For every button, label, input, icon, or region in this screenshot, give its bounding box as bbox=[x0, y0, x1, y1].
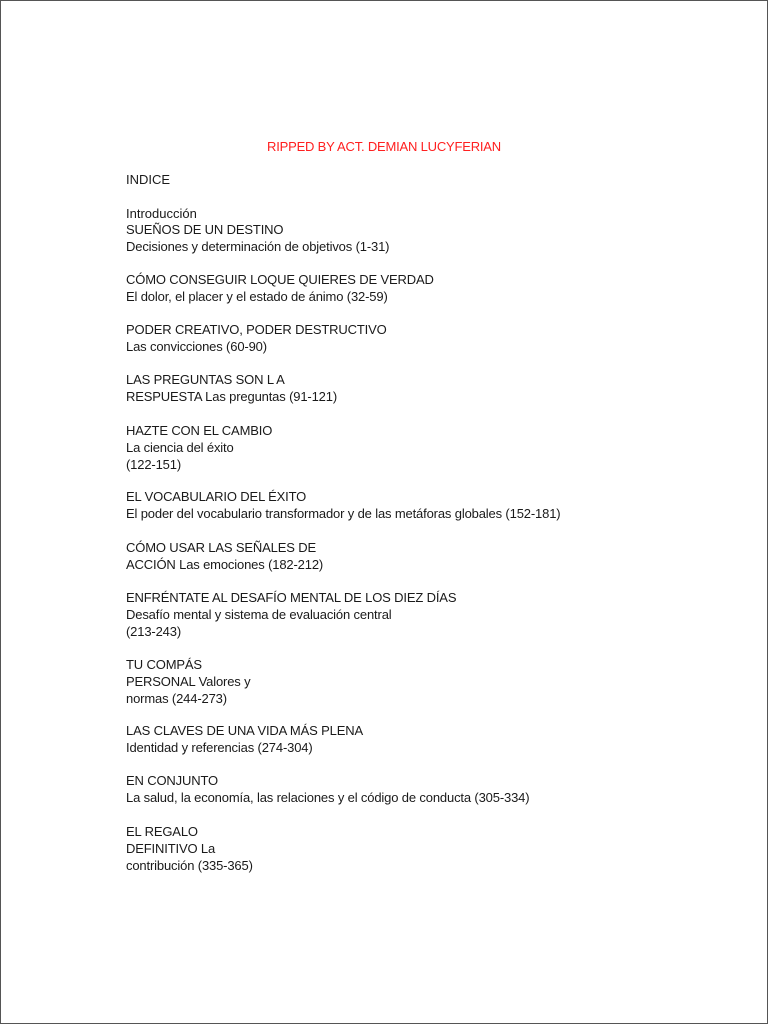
index-title: INDICE bbox=[126, 172, 171, 187]
toc-entry-line: PERSONAL Valores y bbox=[126, 673, 251, 689]
toc-entry-line: DEFINITIVO La bbox=[126, 840, 216, 856]
toc-entry-title: EL REGALO bbox=[126, 824, 198, 839]
toc-entry-line: RESPUESTA Las preguntas (91-121) bbox=[126, 388, 338, 404]
toc-entry-line: Identidad y referencias (274-304) bbox=[126, 739, 313, 755]
toc-entry-line: Desafío mental y sistema de evaluación central bbox=[126, 606, 392, 622]
toc-entry-line: Las convicciones (60-90) bbox=[126, 338, 267, 354]
toc-entry-title: HAZTE CON EL CAMBIO bbox=[126, 423, 273, 438]
intro-entry: Introducción bbox=[126, 206, 197, 221]
toc-entry-line: El dolor, el placer y el estado de ánimo (32-59) bbox=[126, 288, 388, 304]
toc-entry-line: ACCIÓN Las emociones (182-212) bbox=[126, 556, 324, 572]
toc-entry-line: normas (244-273) bbox=[126, 690, 227, 706]
toc-entry-line: (213-243) bbox=[126, 623, 182, 639]
toc-entry-title: CÓMO USAR LAS SEÑALES DE bbox=[126, 540, 317, 555]
toc-entry-title: ENFRÉNTATE AL DESAFÍO MENTAL DE LOS DIEZ DÍAS bbox=[126, 590, 457, 605]
toc-entry-line: El poder del vocabulario transformador y de las metáforas globales (152-181) bbox=[126, 505, 561, 521]
toc-entry-title: LAS CLAVES DE UNA VIDA MÁS PLENA bbox=[126, 723, 363, 738]
toc-entry-line: La ciencia del éxito bbox=[126, 439, 234, 455]
toc-entry-line: contribución (335-365) bbox=[126, 857, 253, 873]
toc-entry-line: Decisiones y determinación de objetivos (1-31) bbox=[126, 238, 390, 254]
toc-entry-line: (122-151) bbox=[126, 456, 182, 472]
toc-entry-title: TU COMPÁS bbox=[126, 657, 202, 672]
toc-entry-title: LAS PREGUNTAS SON L A bbox=[126, 372, 285, 387]
toc-entry-title: EL VOCABULARIO DEL ÉXITO bbox=[126, 489, 307, 504]
watermark-text: RIPPED BY ACT. DEMIAN LUCYFERIAN bbox=[267, 139, 501, 154]
toc-entry-title: CÓMO CONSEGUIR LOQUE QUIERES DE VERDAD bbox=[126, 272, 434, 287]
toc-entry-title: EN CONJUNTO bbox=[126, 773, 219, 788]
toc-entry-title: PODER CREATIVO, PODER DESTRUCTIVO bbox=[126, 322, 387, 337]
toc-entry-title: SUEÑOS DE UN DESTINO bbox=[126, 222, 284, 237]
toc-entry-line: La salud, la economía, las relaciones y el código de conducta (305-334) bbox=[126, 789, 530, 805]
